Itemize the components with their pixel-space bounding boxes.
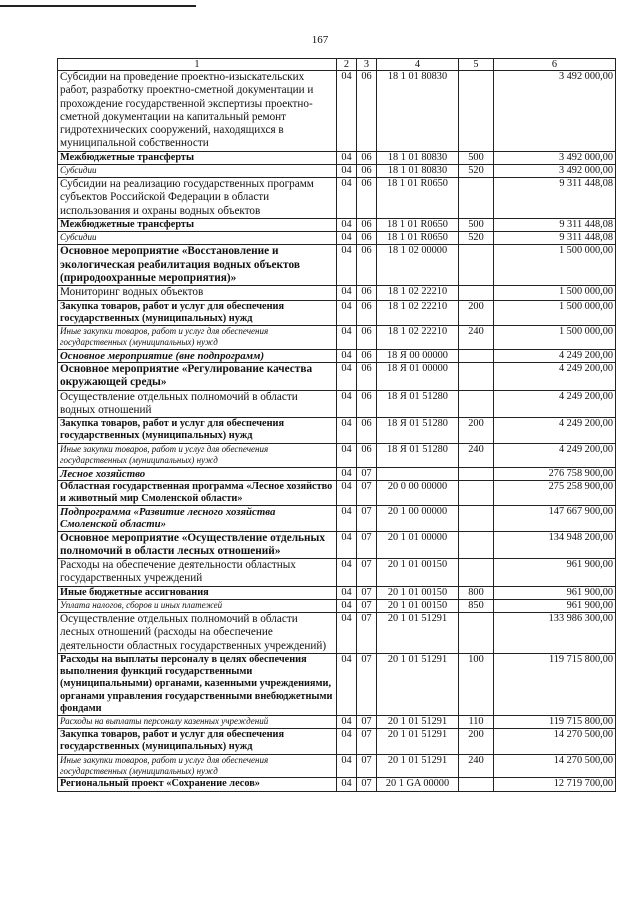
expense-type-code: 800 [459, 586, 494, 599]
amount: 961 900,00 [494, 599, 616, 612]
amount: 4 249 200,00 [494, 363, 616, 391]
subsection-code: 07 [357, 654, 377, 716]
expense-type-code: 110 [459, 716, 494, 729]
expense-type-code [459, 613, 494, 654]
table-row [58, 729, 616, 754]
section-code: 04 [337, 559, 357, 587]
subsection-code: 06 [357, 326, 377, 350]
target-article-code: 18 Я 01 51280 [377, 418, 459, 443]
amount: 4 249 200,00 [494, 390, 616, 418]
subsection-code: 07 [357, 613, 377, 654]
amount: 1 500 000,00 [494, 326, 616, 350]
table-row [58, 467, 616, 480]
section-code: 04 [337, 654, 357, 716]
section-code: 04 [337, 754, 357, 778]
table-row [58, 390, 616, 418]
row-name: Расходы на выплаты персоналу казенных учреждений [58, 716, 337, 729]
expense-type-code: 200 [459, 418, 494, 443]
section-code: 04 [337, 178, 357, 219]
subsection-code: 07 [357, 480, 377, 505]
target-article-code: 20 1 01 00000 [377, 531, 459, 559]
expense-type-code [459, 71, 494, 152]
amount: 4 249 200,00 [494, 443, 616, 467]
target-article-code: 20 1 01 51291 [377, 754, 459, 778]
expense-type-code: 100 [459, 654, 494, 716]
section-code: 04 [337, 716, 357, 729]
table-row [58, 559, 616, 587]
table-row [58, 232, 616, 245]
column-header: 3 [357, 59, 377, 71]
table-row [58, 286, 616, 300]
table-row [58, 178, 616, 219]
expense-type-code [459, 559, 494, 587]
top-rule [0, 5, 196, 7]
section-code: 04 [337, 531, 357, 559]
page-number: 167 [311, 34, 329, 46]
amount: 119 715 800,00 [494, 716, 616, 729]
row-name: Закупка товаров, работ и услуг для обеспечения государственных (муниципальных) нужд [58, 300, 337, 325]
row-name: Осуществление отдельных полномочий в области лесных отношений (расходы на обеспечение деятельности областных государственных учреждений) [58, 613, 337, 654]
table-row [58, 300, 616, 325]
row-name: Областная государственная программа «Лесное хозяйство и животный мир Смоленской области» [58, 480, 337, 505]
amount: 134 948 200,00 [494, 531, 616, 559]
subsection-code: 07 [357, 599, 377, 612]
subsection-code: 07 [357, 506, 377, 531]
amount: 3 492 000,00 [494, 71, 616, 152]
section-code: 04 [337, 300, 357, 325]
table-row [58, 349, 616, 362]
section-code: 04 [337, 219, 357, 232]
expense-type-code: 200 [459, 300, 494, 325]
amount: 275 258 900,00 [494, 480, 616, 505]
subsection-code: 07 [357, 467, 377, 480]
table-row [58, 506, 616, 531]
target-article-code: 20 0 00 00000 [377, 480, 459, 505]
subsection-code: 06 [357, 286, 377, 300]
expense-type-code [459, 349, 494, 362]
amount: 14 270 500,00 [494, 729, 616, 754]
column-header: 5 [459, 59, 494, 71]
row-name: Расходы на обеспечение деятельности областных государственных учреждений [58, 559, 337, 587]
amount: 133 986 300,00 [494, 613, 616, 654]
expense-type-code: 850 [459, 599, 494, 612]
expense-type-code: 500 [459, 219, 494, 232]
amount: 4 249 200,00 [494, 418, 616, 443]
table-row [58, 326, 616, 350]
row-name: Лесное хозяйство [58, 467, 337, 480]
subsection-code: 06 [357, 71, 377, 152]
section-code: 04 [337, 586, 357, 599]
amount: 961 900,00 [494, 586, 616, 599]
target-article-code: 20 1 GA 00000 [377, 778, 459, 791]
amount: 14 270 500,00 [494, 754, 616, 778]
amount: 961 900,00 [494, 559, 616, 587]
subsection-code: 07 [357, 754, 377, 778]
expense-type-code: 520 [459, 232, 494, 245]
target-article-code: 18 1 02 22210 [377, 326, 459, 350]
table-row [58, 716, 616, 729]
expense-type-code: 240 [459, 754, 494, 778]
target-article-code: 18 1 01 R0650 [377, 178, 459, 219]
row-name: Расходы на выплаты персоналу в целях обеспечения выполнения функций государственными (муниципальными) органами, казенными учреждениями, органами управления государственными внебюджетными фондами [58, 654, 337, 716]
subsection-code: 06 [357, 245, 377, 286]
section-code: 04 [337, 480, 357, 505]
table-row [58, 71, 616, 152]
subsection-code: 06 [357, 300, 377, 325]
amount: 9 311 448,08 [494, 232, 616, 245]
section-code: 04 [337, 363, 357, 391]
table-row [58, 531, 616, 559]
expense-type-code [459, 778, 494, 791]
expense-type-code [459, 245, 494, 286]
section-code: 04 [337, 286, 357, 300]
section-code: 04 [337, 349, 357, 362]
section-code: 04 [337, 245, 357, 286]
expense-type-code: 240 [459, 443, 494, 467]
target-article-code: 18 Я 01 51280 [377, 390, 459, 418]
expense-type-code [459, 363, 494, 391]
column-header: 2 [337, 59, 357, 71]
subsection-code: 07 [357, 586, 377, 599]
section-code: 04 [337, 232, 357, 245]
target-article-code: 18 1 02 22210 [377, 300, 459, 325]
target-article-code: 20 1 01 51291 [377, 729, 459, 754]
row-name: Иные закупки товаров, работ и услуг для обеспечения государственных (муниципальных) нужд [58, 326, 337, 350]
section-code: 04 [337, 390, 357, 418]
expense-type-code [459, 506, 494, 531]
expense-type-code [459, 390, 494, 418]
header-row [58, 59, 616, 71]
section-code: 04 [337, 729, 357, 754]
expense-type-code [459, 286, 494, 300]
target-article-code: 20 1 00 00000 [377, 506, 459, 531]
subsection-code: 06 [357, 363, 377, 391]
column-header: 1 [58, 59, 337, 71]
subsection-code: 06 [357, 178, 377, 219]
row-name: Подпрограмма «Развитие лесного хозяйства Смоленской области» [58, 506, 337, 531]
table-body [58, 71, 616, 792]
subsection-code: 06 [357, 349, 377, 362]
subsection-code: 06 [357, 151, 377, 164]
subsection-code: 06 [357, 232, 377, 245]
subsection-code: 06 [357, 390, 377, 418]
amount: 3 492 000,00 [494, 164, 616, 177]
table-row [58, 418, 616, 443]
amount: 119 715 800,00 [494, 654, 616, 716]
amount: 4 249 200,00 [494, 349, 616, 362]
row-name: Уплата налогов, сборов и иных платежей [58, 599, 337, 612]
subsection-code: 07 [357, 559, 377, 587]
expense-type-code: 200 [459, 729, 494, 754]
amount: 1 500 000,00 [494, 286, 616, 300]
section-code: 04 [337, 71, 357, 152]
table-row [58, 754, 616, 778]
target-article-code: 18 1 01 80830 [377, 164, 459, 177]
target-article-code: 20 1 01 00150 [377, 559, 459, 587]
expense-type-code [459, 178, 494, 219]
row-name: Иные бюджетные ассигнования [58, 586, 337, 599]
target-article-code: 18 Я 01 00000 [377, 363, 459, 391]
subsection-code: 06 [357, 219, 377, 232]
table-row [58, 586, 616, 599]
amount: 12 719 700,00 [494, 778, 616, 791]
amount: 276 758 900,00 [494, 467, 616, 480]
table-row [58, 219, 616, 232]
table-row [58, 480, 616, 505]
row-name: Осуществление отдельных полномочий в области водных отношений [58, 390, 337, 418]
row-name: Основное мероприятие (вне подпрограмм) [58, 349, 337, 362]
column-header: 4 [377, 59, 459, 71]
row-name: Субсидии [58, 164, 337, 177]
subsection-code: 07 [357, 778, 377, 791]
expense-type-code: 240 [459, 326, 494, 350]
table-row [58, 613, 616, 654]
subsection-code: 06 [357, 418, 377, 443]
target-article-code: 18 1 01 R0650 [377, 232, 459, 245]
table-row [58, 778, 616, 791]
table-row [58, 151, 616, 164]
subsection-code: 06 [357, 164, 377, 177]
row-name: Субсидии [58, 232, 337, 245]
target-article-code: 18 1 02 00000 [377, 245, 459, 286]
target-article-code: 18 1 02 22210 [377, 286, 459, 300]
expense-type-code: 520 [459, 164, 494, 177]
target-article-code: 20 1 01 00150 [377, 599, 459, 612]
row-name: Основное мероприятие «Регулирование качества окружающей среды» [58, 363, 337, 391]
target-article-code: 18 Я 00 00000 [377, 349, 459, 362]
row-name: Основное мероприятие «Восстановление и экологическая реабилитация водных объектов (природоохранные мероприятия)» [58, 245, 337, 286]
row-name: Иные закупки товаров, работ и услуг для обеспечения государственных (муниципальных) нужд [58, 754, 337, 778]
amount: 3 492 000,00 [494, 151, 616, 164]
expense-type-code: 500 [459, 151, 494, 164]
row-name: Межбюджетные трансферты [58, 219, 337, 232]
section-code: 04 [337, 613, 357, 654]
target-article-code: 18 1 01 R0650 [377, 219, 459, 232]
table-row [58, 599, 616, 612]
expense-type-code [459, 480, 494, 505]
table-row [58, 443, 616, 467]
table-row [58, 363, 616, 391]
row-name: Закупка товаров, работ и услуг для обеспечения государственных (муниципальных) нужд [58, 418, 337, 443]
section-code: 04 [337, 326, 357, 350]
amount: 147 667 900,00 [494, 506, 616, 531]
section-code: 04 [337, 467, 357, 480]
amount: 1 500 000,00 [494, 245, 616, 286]
row-name: Межбюджетные трансферты [58, 151, 337, 164]
section-code: 04 [337, 418, 357, 443]
row-name: Закупка товаров, работ и услуг для обеспечения государственных (муниципальных) нужд [58, 729, 337, 754]
target-article-code [377, 467, 459, 480]
subsection-code: 06 [357, 443, 377, 467]
section-code: 04 [337, 599, 357, 612]
section-code: 04 [337, 443, 357, 467]
table-row [58, 164, 616, 177]
section-code: 04 [337, 164, 357, 177]
row-name: Иные закупки товаров, работ и услуг для обеспечения государственных (муниципальных) нужд [58, 443, 337, 467]
section-code: 04 [337, 506, 357, 531]
budget-table [57, 58, 616, 792]
section-code: 04 [337, 151, 357, 164]
amount: 9 311 448,08 [494, 178, 616, 219]
expense-type-code [459, 467, 494, 480]
target-article-code: 18 1 01 80830 [377, 151, 459, 164]
amount: 9 311 448,08 [494, 219, 616, 232]
target-article-code: 20 1 01 00150 [377, 586, 459, 599]
table-row [58, 245, 616, 286]
expense-type-code [459, 531, 494, 559]
row-name: Основное мероприятие «Осуществление отдельных полномочий в области лесных отношений» [58, 531, 337, 559]
row-name: Субсидии на проведение проектно-изыскательских работ, разработку проектно-сметной документации и прохождение государственной экспертизы проектно-сметной документации на капитальный ремонт гидротехнических сооружений, находящихся в муниципальной собственности [58, 71, 337, 152]
target-article-code: 18 Я 01 51280 [377, 443, 459, 467]
subsection-code: 07 [357, 716, 377, 729]
row-name: Региональный проект «Сохранение лесов» [58, 778, 337, 791]
column-header: 6 [494, 59, 616, 71]
section-code: 04 [337, 778, 357, 791]
target-article-code: 20 1 01 51291 [377, 716, 459, 729]
subsection-code: 07 [357, 729, 377, 754]
target-article-code: 20 1 01 51291 [377, 613, 459, 654]
row-name: Субсидии на реализацию государственных программ субъектов Российской Федерации в области использования и охраны водных объектов [58, 178, 337, 219]
amount: 1 500 000,00 [494, 300, 616, 325]
row-name: Мониторинг водных объектов [58, 286, 337, 300]
target-article-code: 20 1 01 51291 [377, 654, 459, 716]
subsection-code: 07 [357, 531, 377, 559]
table-row [58, 654, 616, 716]
target-article-code: 18 1 01 80830 [377, 71, 459, 152]
